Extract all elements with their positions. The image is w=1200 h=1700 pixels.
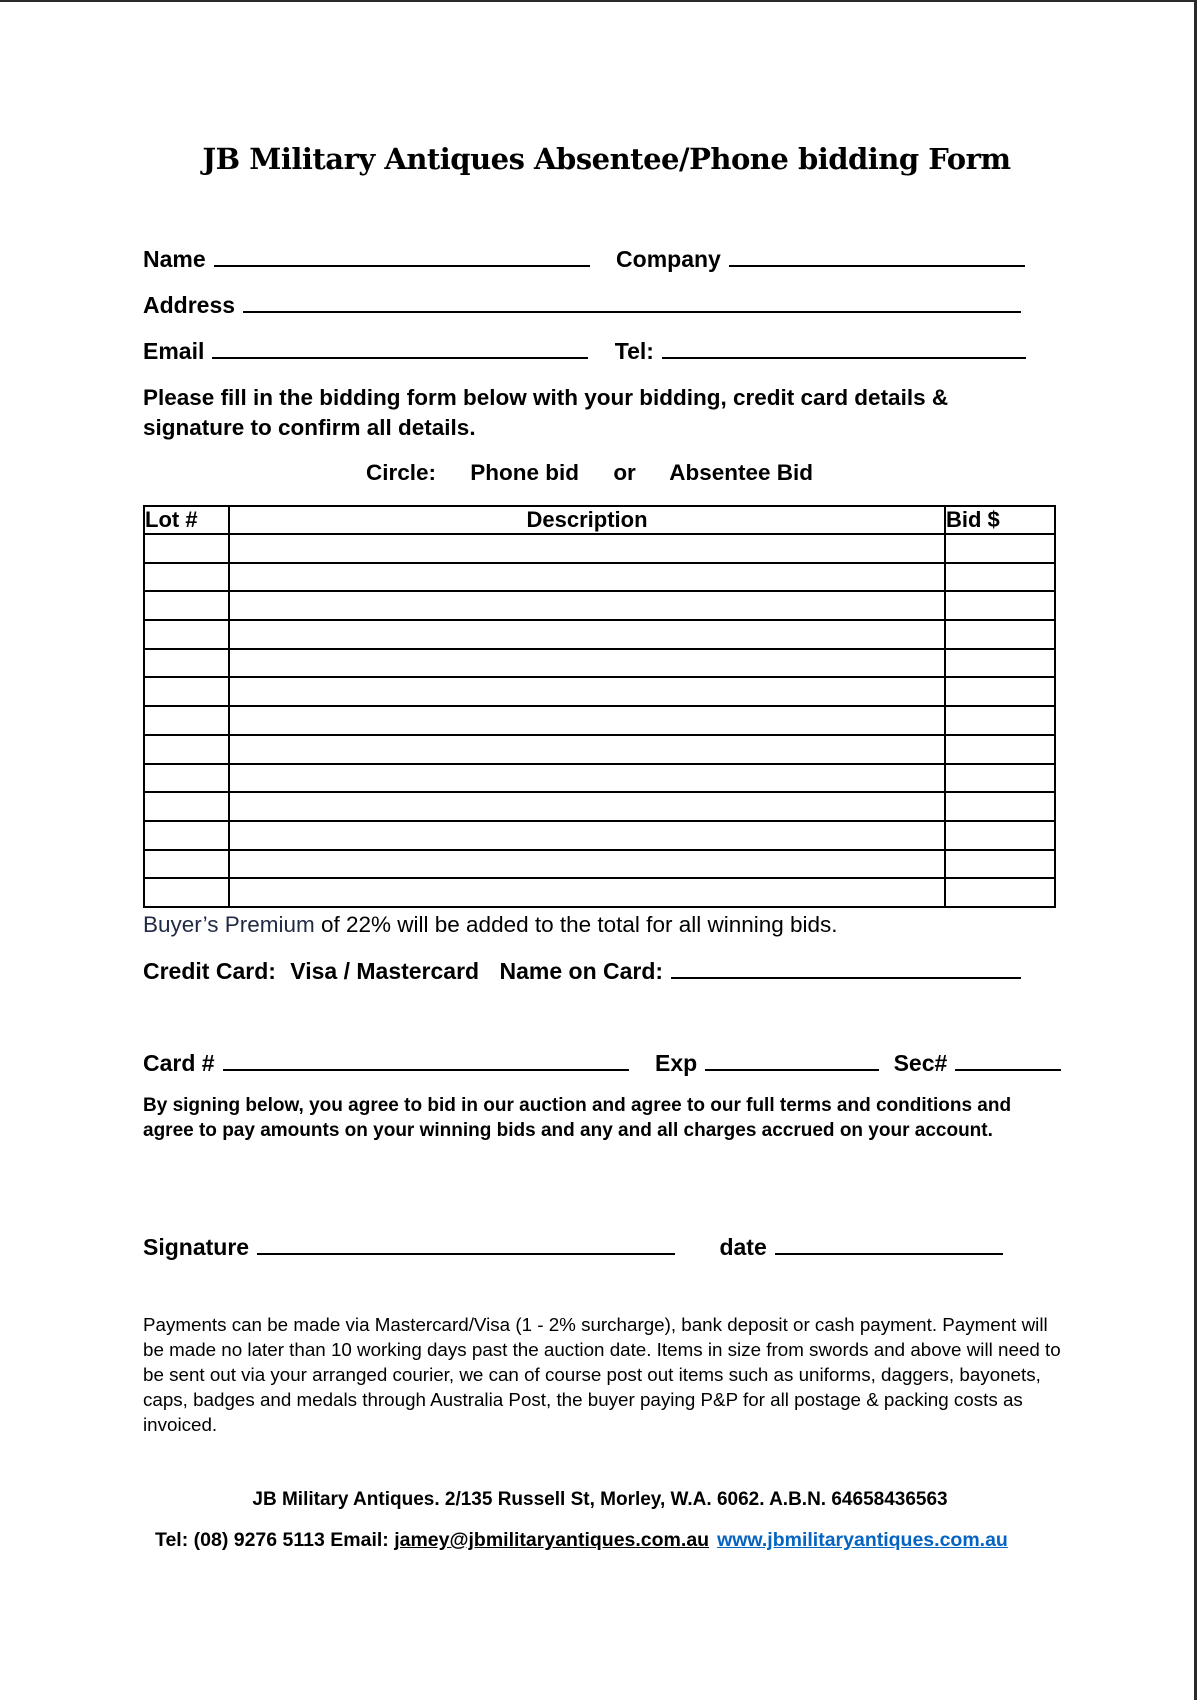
- exp-field[interactable]: [705, 1051, 879, 1071]
- footer-address: JB Military Antiques. 2/135 Russell St, Morley, W.A. 6062. A.B.N. 64658436563: [252, 1489, 948, 1510]
- form-title: JB Military Antiques Absentee/Phone bidding Form: [202, 142, 1011, 176]
- buyers-premium-note: [143, 912, 838, 938]
- description-cell[interactable]: [229, 735, 945, 764]
- lot-cell[interactable]: [144, 649, 229, 678]
- payments-info-text: Payments can be made via Mastercard/Visa (1 - 2% surcharge), bank deposit or cash payment. Payment will be made no later than 10 working days past the auction date. Items in size from swords and above will need to be sent out via your arranged courier, we can of course post out items such as uniforms, daggers, bayonets, caps, badges and medals through Australia Post, the buyer paying P&P for all postage & packing costs as invoiced.: [143, 1314, 1061, 1435]
- sec-label: Sec#: [893, 1050, 948, 1076]
- card-number-label: Card #: [143, 1050, 215, 1076]
- circle-prompt: Circle:: [366, 460, 437, 485]
- lot-cell[interactable]: [144, 563, 229, 592]
- bid-cell[interactable]: [945, 591, 1055, 620]
- lot-column-header: Lot #: [144, 506, 229, 534]
- description-cell[interactable]: [229, 591, 945, 620]
- bid-table-row: [144, 677, 1055, 706]
- bid-table: [143, 505, 1056, 908]
- or-separator: or: [613, 460, 636, 485]
- bid-cell[interactable]: [945, 620, 1055, 649]
- signature-label: Signature: [143, 1234, 250, 1260]
- address-field[interactable]: [243, 293, 1021, 313]
- bid-cell[interactable]: [945, 563, 1055, 592]
- phone-bid-option[interactable]: Phone bid: [470, 460, 580, 485]
- description-cell[interactable]: [229, 563, 945, 592]
- bid-cell[interactable]: [945, 649, 1055, 678]
- credit-card-label: Credit Card:: [143, 958, 276, 984]
- bid-table-row: [144, 563, 1055, 592]
- lot-cell[interactable]: [144, 850, 229, 879]
- address-row: [143, 292, 1021, 319]
- bid-table-row: [144, 534, 1055, 563]
- bid-cell[interactable]: [945, 850, 1055, 879]
- bid-table-row: [144, 764, 1055, 793]
- bid-cell[interactable]: [945, 706, 1055, 735]
- bid-cell[interactable]: [945, 735, 1055, 764]
- date-label: date: [719, 1234, 767, 1260]
- email-label: Email: [143, 338, 205, 364]
- bid-cell[interactable]: [945, 792, 1055, 821]
- bid-cell[interactable]: [945, 878, 1055, 907]
- buyers-premium-text: of 22% will be added to the total for all winning bids.: [314, 912, 838, 937]
- absentee-bid-option[interactable]: Absentee Bid: [669, 460, 814, 485]
- email-field[interactable]: [212, 339, 588, 359]
- signature-field[interactable]: [257, 1235, 675, 1255]
- lot-cell[interactable]: [144, 792, 229, 821]
- website-link[interactable]: www.jbmilitaryantiques.com.au: [717, 1529, 1008, 1551]
- bid-table-row: [144, 735, 1055, 764]
- tel-field[interactable]: [662, 339, 1026, 359]
- description-cell[interactable]: [229, 850, 945, 879]
- description-cell[interactable]: [229, 821, 945, 850]
- tel-label: Tel:: [614, 338, 654, 364]
- lot-cell[interactable]: [144, 821, 229, 850]
- company-field[interactable]: [729, 247, 1025, 267]
- email-link[interactable]: jamey@jbmilitaryantiques.com.au: [394, 1529, 710, 1551]
- name-label: Name: [143, 246, 206, 272]
- footer-tel-email-prefix: Tel: (08) 9276 5113 Email:: [155, 1529, 395, 1551]
- lot-cell[interactable]: [144, 591, 229, 620]
- name-company-row: [143, 246, 1025, 273]
- bid-table-row: [144, 591, 1055, 620]
- lot-cell[interactable]: [144, 620, 229, 649]
- lot-cell[interactable]: [144, 764, 229, 793]
- credit-card-row: [143, 958, 1021, 985]
- bid-cell[interactable]: [945, 677, 1055, 706]
- name-on-card-field[interactable]: [671, 959, 1021, 979]
- footer-contact: [155, 1529, 1008, 1552]
- bid-table-row: [144, 821, 1055, 850]
- card-details-row: [143, 1050, 1061, 1077]
- bid-table-row: [144, 620, 1055, 649]
- description-cell[interactable]: [229, 878, 945, 907]
- description-cell[interactable]: [229, 677, 945, 706]
- lot-cell[interactable]: [144, 735, 229, 764]
- lot-cell[interactable]: [144, 534, 229, 563]
- terms-agreement-text: By signing below, you agree to bid in our auction and agree to our full terms and conditions and agree to pay amounts on your winning bids and any and all charges accrued on your account.: [143, 1095, 1012, 1141]
- bid-table-row: [144, 649, 1055, 678]
- description-column-header: Description: [229, 506, 945, 534]
- exp-label: Exp: [654, 1050, 698, 1076]
- bid-table-row: [144, 792, 1055, 821]
- bid-cell[interactable]: [945, 534, 1055, 563]
- bid-cell[interactable]: [945, 821, 1055, 850]
- bid-table-row: [144, 878, 1055, 907]
- address-label: Address: [143, 292, 236, 318]
- description-cell[interactable]: [229, 534, 945, 563]
- email-tel-row: [143, 338, 1026, 365]
- description-cell[interactable]: [229, 649, 945, 678]
- card-number-field[interactable]: [223, 1051, 629, 1071]
- bid-cell[interactable]: [945, 764, 1055, 793]
- lot-cell[interactable]: [144, 677, 229, 706]
- signature-row: [143, 1234, 1003, 1261]
- description-cell[interactable]: [229, 706, 945, 735]
- date-field[interactable]: [775, 1235, 1003, 1255]
- lot-cell[interactable]: [144, 878, 229, 907]
- card-types: Visa / Mastercard: [290, 958, 480, 984]
- bid-table-row: [144, 850, 1055, 879]
- name-field[interactable]: [214, 247, 590, 267]
- company-label: Company: [616, 246, 721, 272]
- lot-cell[interactable]: [144, 706, 229, 735]
- description-cell[interactable]: [229, 620, 945, 649]
- sec-field[interactable]: [955, 1051, 1061, 1071]
- name-on-card-label: Name on Card:: [499, 958, 664, 984]
- bid-table-header: [144, 506, 1055, 534]
- buyers-premium-term: Buyer’s Premium: [143, 912, 315, 937]
- bid-type-selector: [366, 460, 841, 486]
- instructions-text: Please fill in the bidding form below with your bidding, credit card details & signature to confirm all details.: [143, 385, 949, 440]
- bid-table-row: [144, 706, 1055, 735]
- description-cell[interactable]: [229, 792, 945, 821]
- bid-column-header: Bid $: [945, 506, 1055, 534]
- description-cell[interactable]: [229, 764, 945, 793]
